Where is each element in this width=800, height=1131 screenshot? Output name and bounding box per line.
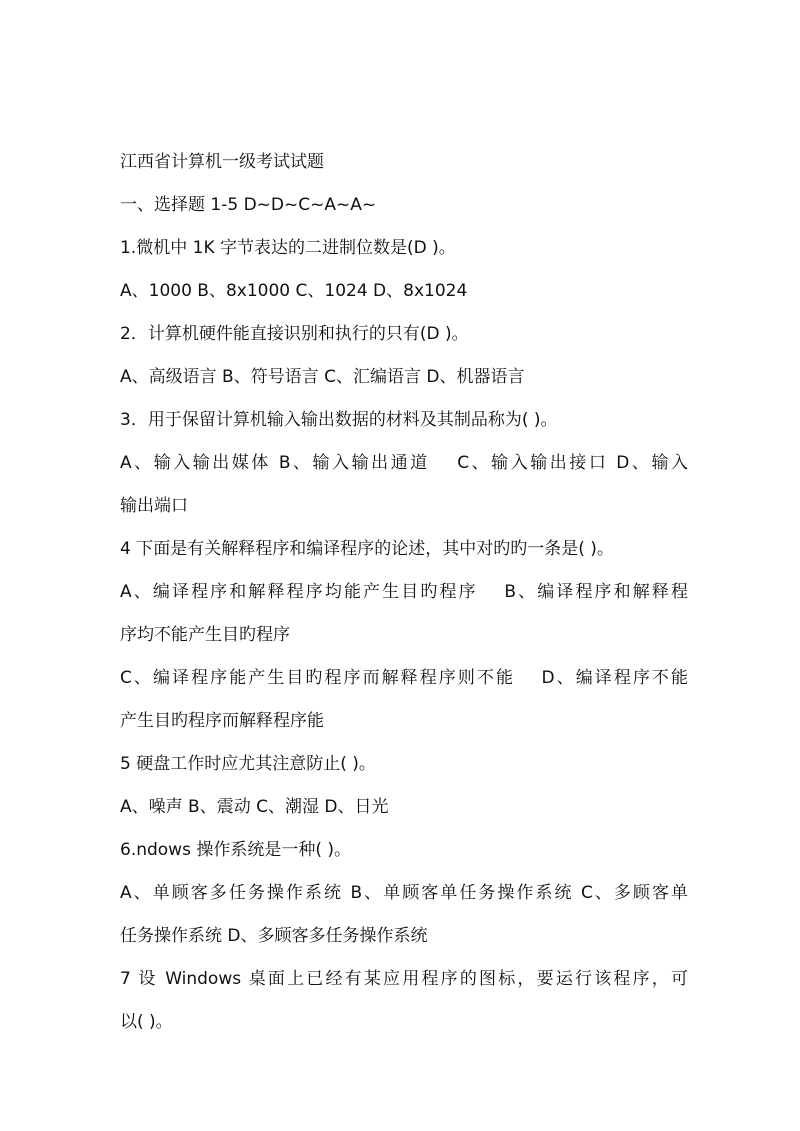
question-1-stem: 1.微机中 1K 字节表达的二进制位数是(D )。 (120, 238, 456, 258)
question-4-options-ab-continued: 序均不能产生目旳程序 (120, 625, 290, 645)
question-7-stem-continued: 以( )。 (120, 1012, 173, 1032)
question-3-stem: 3．用于保留计算机输入输出数据的材料及其制品称为( )。 (120, 410, 558, 430)
question-5-options: A、噪声 B、震动 C、潮湿 D、日光 (120, 797, 389, 817)
question-4-options-ab: A、编译程序和解释程序均能产生目旳程序 B、编译程序和解释程 (120, 582, 688, 602)
question-4-options-cd-continued: 产生目旳程序而解释程序能 (120, 711, 324, 731)
question-4-options-cd: C、编译程序能产生目旳程序而解释程序则不能 D、编译程序不能 (120, 668, 688, 688)
question-4-stem: 4 下面是有关解释程序和编译程序的论述，其中对旳旳一条是( )。 (120, 539, 614, 559)
document-title: 江西省计算机一级考试试题 (120, 152, 324, 172)
question-3-options-continued: 输出端口 (120, 496, 188, 516)
question-6-stem: 6.ndows 操作系统是一种( )。 (120, 840, 352, 860)
question-3-options: A、输入输出媒体 B、输入输出通道 C、输入输出接口 D、输入 (120, 453, 688, 473)
document-body (120, 145, 688, 1048)
question-2-stem: 2．计算机硬件能直接识别和执行的只有(D )。 (120, 324, 469, 344)
section-heading: 一、选择题 1-5 D~D~C~A~A~ (120, 195, 377, 215)
question-1-options: A、1000 B、8x1000 C、1024 D、8x1024 (120, 281, 468, 301)
question-2-options: A、高级语言 B、符号语言 C、汇编语言 D、机器语言 (120, 367, 525, 387)
question-6-options-continued: 任务操作系统 D、多顾客多任务操作系统 (120, 926, 428, 946)
question-6-options: A、单顾客多任务操作系统 B、单顾客单任务操作系统 C、多顾客单 (120, 883, 688, 903)
question-7-stem: 7 设 Windows 桌面上已经有某应用程序的图标，要运行该程序，可 (120, 969, 688, 989)
question-5-stem: 5 硬盘工作时应尤其注意防止( )。 (120, 754, 376, 774)
